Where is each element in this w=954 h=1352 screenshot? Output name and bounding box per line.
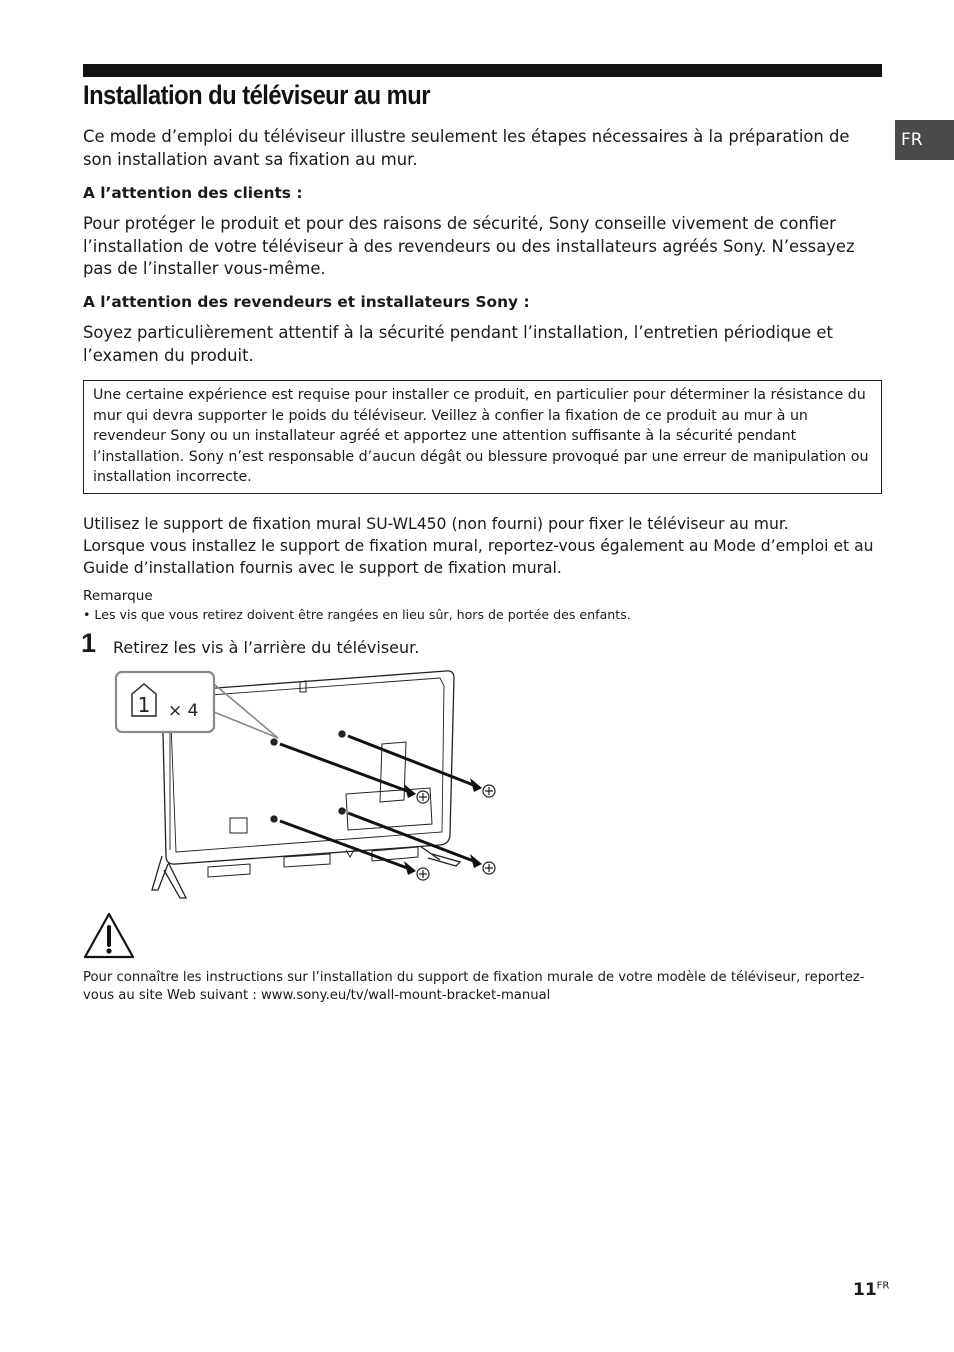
bracket-line-1: Utilisez le support de fixation mural SU-WL450 (non fourni) pour fixer le téléviseur au mur. (83, 515, 789, 533)
clients-heading: A l’attention des clients : (83, 184, 303, 202)
page-title: Installation du téléviseur au mur (83, 80, 430, 110)
page-number-suffix: FR (876, 1280, 890, 1292)
remarque-item: • Les vis que vous retirez doivent être rangées en lieu sûr, hors de portée des enfants. (83, 607, 631, 622)
page-number (853, 1280, 889, 1300)
safety-notice-box: Une certaine expérience est requise pour installer ce produit, en particulier pour déterminer la résistance du mur qui devra supporter le poids du téléviseur. Veillez à confier la fixation de ce produit au mur à un revendeur Sony ou un installateur agréé et apportez une attention suffisante à la sécurité pendant l’installation. Sony n’est responsable d’aucun dégât ou blessure provoqué par une erreur de manipulation ou installation incorrecte. (83, 380, 882, 494)
tv-back-screw-diagram (110, 664, 510, 906)
language-tab: FR (895, 120, 954, 160)
header-rule (83, 64, 882, 77)
step-number: 1 (81, 628, 97, 658)
dealers-heading: A l’attention des revendeurs et installateurs Sony : (83, 293, 530, 311)
intro-paragraph: Ce mode d’emploi du téléviseur illustre seulement les étapes nécessaires à la préparation de son installation avant sa fixation au mur. (83, 127, 850, 169)
step-instruction: Retirez les vis à l’arrière du téléviseur. (113, 638, 420, 657)
bracket-line-2: Lorsque vous installez le support de fixation mural, reportez-vous également au Mode d’emploi et au Guide d’installation fournis avec le support de fixation mural. (83, 537, 874, 577)
page-number-value: 11 (853, 1280, 877, 1300)
callout-number: 1 (137, 693, 151, 717)
warning-triangle-icon (83, 911, 135, 959)
clients-paragraph: Pour protéger le produit et pour des raisons de sécurité, Sony conseille vivement de confier l’installation de votre téléviseur à des revendeurs ou des installateurs agréés Sony. N’essayez pas de l’installer vous-même. (83, 214, 855, 278)
remarque-label: Remarque (83, 588, 153, 604)
dealers-paragraph: Soyez particulièrement attentif à la sécurité pendant l’installation, l’entretien périodique et l’examen du produit. (83, 323, 833, 365)
callout-quantity: × 4 (168, 701, 199, 721)
bracket-section (83, 513, 893, 579)
footnote: Pour connaître les instructions sur l’installation du support de fixation murale de votre modèle de téléviseur, reportez-vous au site Web suivant : www.sony.eu/tv/wall-mount-bracket-manual (83, 970, 865, 1003)
